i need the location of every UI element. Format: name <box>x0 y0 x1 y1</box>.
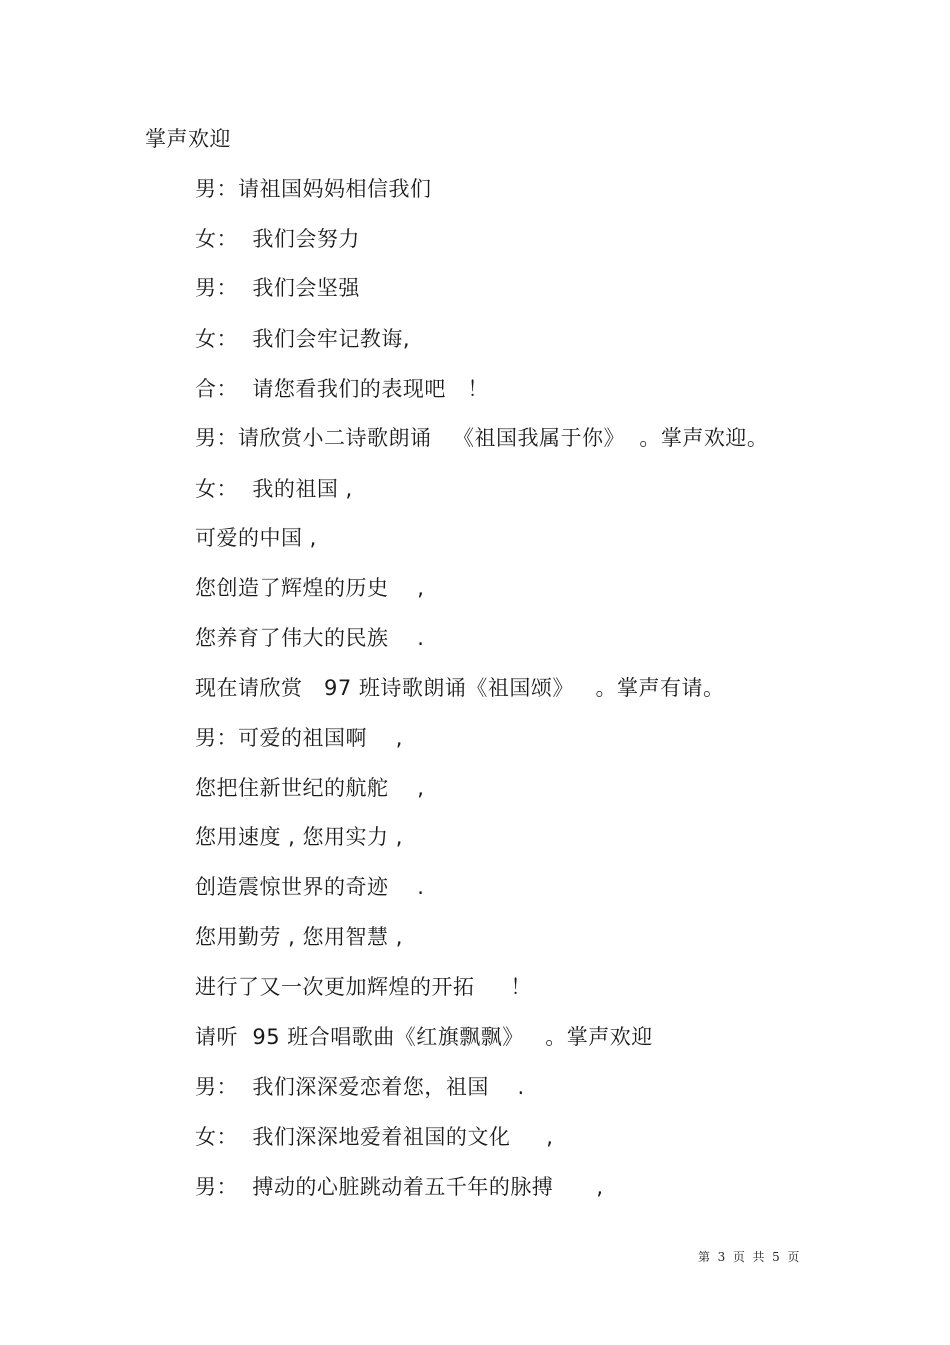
text-line: 您用速度 , 您用实力 , <box>195 825 403 849</box>
text-line: 创造震惊世界的奇迹 . <box>195 875 425 899</box>
text-line: 男： 搏动的心脏跳动着五千年的脉搏 , <box>195 1175 604 1199</box>
text-line: 女： 我们会牢记教诲, <box>195 327 411 351</box>
text-line: 男： 我们会坚强 <box>195 276 360 300</box>
text-line: 您创造了辉煌的历史 , <box>195 576 425 600</box>
text-line: 现在请欣赏 97 班诗歌朗诵《祖国颂》 。掌声有请。 <box>195 676 725 700</box>
text-line: 您把住新世纪的航舵 , <box>195 776 425 800</box>
text-line: 掌声欢迎 <box>145 127 231 151</box>
text-line: 进行了又一次更加辉煌的开拓 ！ <box>195 975 532 999</box>
text-line: 女： 我们深深地爱着祖国的文化 , <box>195 1125 554 1149</box>
text-line: 请听 95 班合唱歌曲《红旗飘飘》 。掌声欢迎 <box>195 1025 653 1049</box>
text-line: 可爱的中国 , <box>195 526 317 550</box>
text-line: 男： 我们深深爱恋着您，祖国 . <box>195 1075 525 1099</box>
page-number-footer: 第 3 页 共 5 页 <box>698 1250 800 1264</box>
text-line: 女： 我的祖国 , <box>195 477 353 501</box>
text-line: 男：请欣赏小二诗歌朗诵 《祖国我属于你》 。掌声欢迎。 <box>195 426 769 450</box>
text-line: 男：可爱的祖国啊 , <box>195 726 403 750</box>
text-line: 您用勤劳 , 您用智慧 , <box>195 925 403 949</box>
text-line: 男：请祖国妈妈相信我们 <box>195 177 432 201</box>
text-line: 女： 我们会努力 <box>195 227 360 251</box>
text-line: 合： 请您看我们的表现吧 ！ <box>195 377 489 401</box>
text-line: 您养育了伟大的民族 . <box>195 626 425 650</box>
